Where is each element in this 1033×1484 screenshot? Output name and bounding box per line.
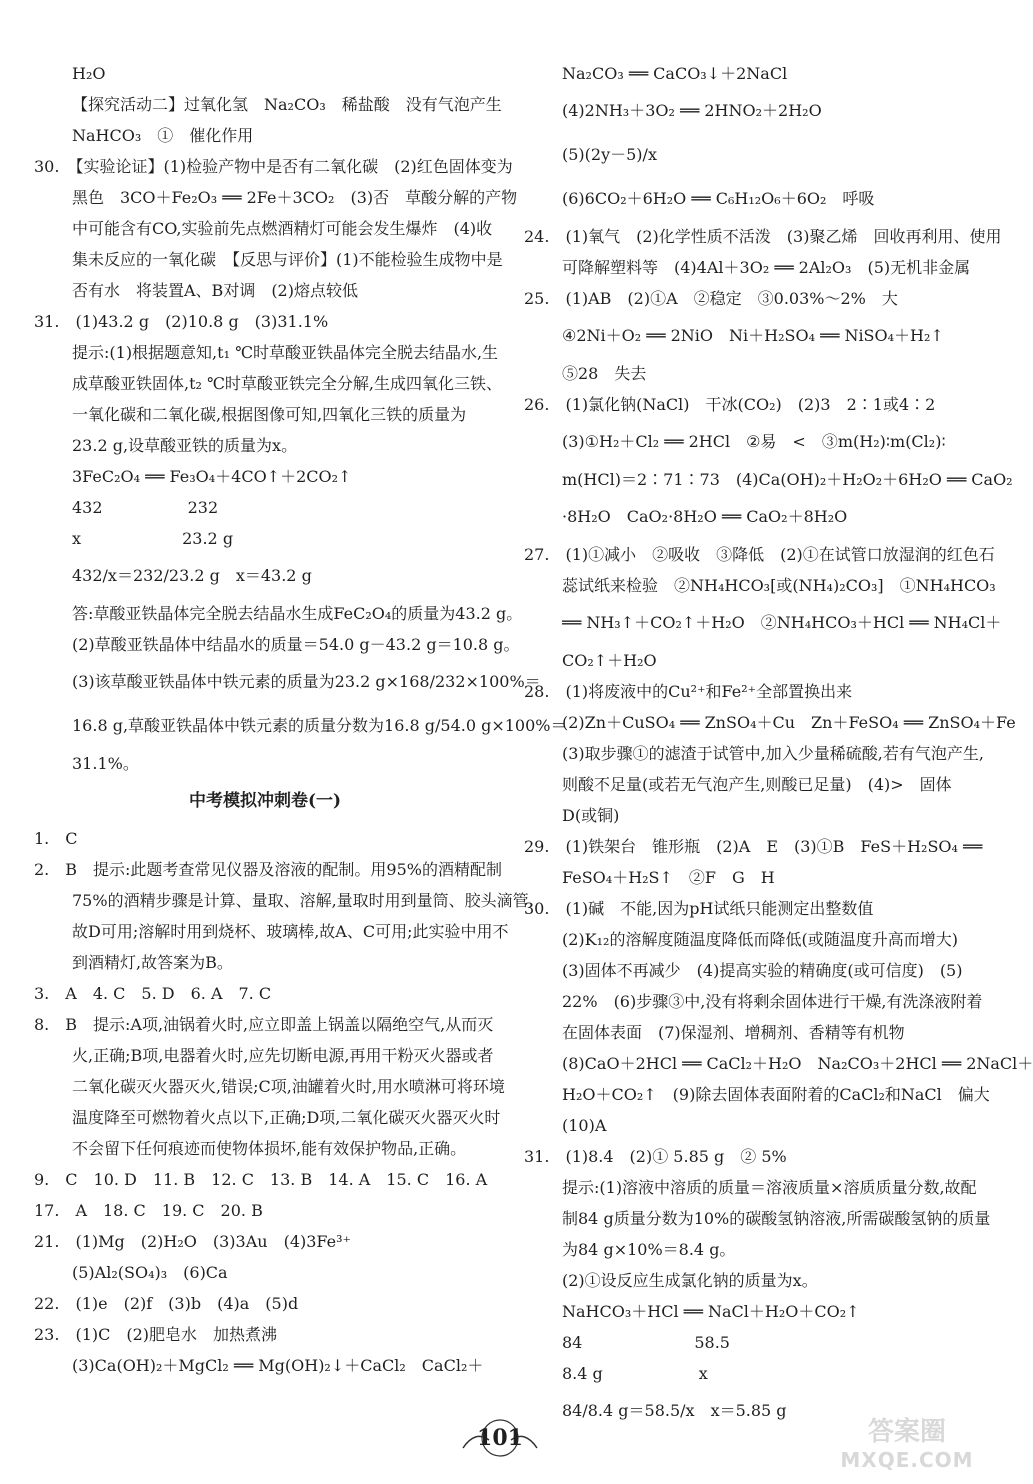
text-line: 火,正确;B项,电器着火时,应先切断电源,再用干粉灭火器或者 — [72, 1046, 494, 1065]
text-line: 22% (6)步骤③中,没有将剩余固体进行干燥,有洗涤液附着 — [562, 992, 983, 1011]
right-column — [524, 58, 1033, 1433]
text-line: ══ NH₃↑＋CO₂↑＋H₂O ②NH₄HCO₃＋HCl ══ NH₄Cl＋ — [562, 613, 1002, 632]
text-line: 故D可用;溶解时用到烧杯、玻璃棒,故A、C可用;此实验中用不 — [72, 922, 509, 941]
text-line: 23.2 g,设草酸亚铁的质量为x。 — [72, 436, 298, 455]
text-line: 21. (1)Mg (2)H₂O (3)3Au (4)3Fe³⁺ — [34, 1232, 351, 1251]
text-line: 提示:(1)根据题意知,t₁ ℃时草酸亚铁晶体完全脱去结晶水,生 — [72, 343, 499, 362]
text-line: 否有水 将装置A、B对调 (2)熔点较低 — [72, 281, 358, 300]
text-line: (4)2NH₃＋3O₂ ══ 2HNO₂＋2H₂O — [562, 101, 822, 120]
text-line: 84/8.4 g＝58.5/x x＝5.85 g — [562, 1401, 787, 1420]
text-line: 29. (1)铁架台 锥形瓶 (2)A E (3)①B FeS＋H₂SO₄ ══ — [524, 837, 983, 856]
text-line: (5)Al₂(SO₄)₃ (6)Ca — [72, 1263, 228, 1282]
text-line: (2)①设反应生成氯化钠的质量为x。 — [562, 1271, 818, 1290]
text-line: 31. (1)43.2 g (2)10.8 g (3)31.1% — [34, 312, 329, 331]
text-line: (10)A — [562, 1116, 607, 1135]
text-line: (3)①H₂＋Cl₂ ══ 2HCl ②易 < ③m(H₂)∶m(Cl₂)∶ — [562, 432, 946, 451]
text-line: 温度降至可燃物着火点以下,正确;D项,二氧化碳灭火器灭火时 — [72, 1108, 501, 1127]
text-line: 二氧化碳灭火器灭火,错误;C项,油罐着火时,用水喷淋可将环境 — [72, 1077, 505, 1096]
text-line: 在固体表面 (7)保湿剂、增稠剂、香精等有机物 — [562, 1023, 905, 1042]
text-line: 31. (1)8.4 (2)① 5.85 g ② 5% — [524, 1147, 787, 1166]
text-line: (3)该草酸亚铁晶体中铁元素的质量为23.2 g×168/232×100%＝ — [72, 672, 541, 691]
text-line: 24. (1)氧气 (2)化学性质不活泼 (3)聚乙烯 回收再利用、使用 — [524, 227, 1002, 246]
text-line: 蕊试纸来检验 ②NH₄HCO₃[或(NH₄)₂CO₃] ①NH₄HCO₃ — [562, 576, 996, 595]
text-line: ⑤28 失去 — [562, 364, 647, 383]
text-line: 17. A 18. C 19. C 20. B — [34, 1201, 263, 1220]
watermark — [822, 1418, 992, 1478]
text-line: 30. (1)碱 不能,因为pH试纸只能测定出整数值 — [524, 899, 874, 918]
text-line: 黑色 3CO＋Fe₂O₃ ══ 2Fe＋3CO₂ (3)否 草酸分解的产物 — [72, 188, 518, 207]
text-line: (3)固体不再减少 (4)提高实验的精确度(或可信度) (5) — [562, 961, 963, 980]
text-line: 3FeC₂O₄ ══ Fe₃O₄＋4CO↑＋2CO₂↑ — [72, 467, 352, 486]
text-line: 一氧化碳和二氧化碳,根据图像可知,四氧化三铁的质量为 — [72, 405, 467, 424]
text-line: 【探究活动二】过氧化氢 Na₂CO₃ 稀盐酸 没有气泡产生 — [72, 95, 502, 114]
text-line: NaHCO₃ ① 催化作用 — [72, 126, 254, 145]
text-line: H₂O＋CO₂↑ (9)除去固体表面附着的CaCl₂和NaCl 偏大 — [562, 1085, 990, 1104]
text-line: 23. (1)C (2)肥皂水 加热煮沸 — [34, 1325, 278, 1344]
text-line: 3. A 4. C 5. D 6. A 7. C — [34, 984, 272, 1003]
text-line: FeSO₄＋H₂S↑ ②F G H — [562, 868, 775, 887]
text-line: (2)K₁₂的溶解度随温度降低而降低(或随温度升高而增大) — [562, 930, 958, 949]
text-line: 提示:(1)溶液中溶质的质量＝溶液质量×溶质质量分数,故配 — [562, 1178, 977, 1197]
text-line: 答:草酸亚铁晶体完全脱去结晶水生成FeC₂O₄的质量为43.2 g。 — [72, 604, 523, 623]
text-line: 28. (1)将废液中的Cu²⁺和Fe²⁺全部置换出来 — [524, 682, 853, 701]
text-line: 31.1%。 — [72, 754, 139, 773]
text-line: 75%的酒精步骤是计算、量取、溶解,量取时用到量筒、胶头滴管, — [72, 891, 534, 910]
text-line: 可降解塑料等 (4)4Al＋3O₂ ══ 2Al₂O₃ (5)无机非金属 — [562, 258, 971, 277]
text-line: 为84 g×10%＝8.4 g。 — [562, 1240, 736, 1259]
section-title: 中考模拟冲刺卷(一) — [188, 791, 342, 811]
text-line: 2. B 提示:此题考查常见仪器及溶液的配制。用95%的酒精配制 — [34, 860, 502, 879]
text-line: 成草酸亚铁固体,t₂ ℃时草酸亚铁完全分解,生成四氧化三铁、 — [72, 374, 503, 393]
text-line: 27. (1)①减小 ②吸收 ③降低 (2)①在试管口放湿润的红色石 — [524, 545, 995, 564]
text-line: 不会留下任何痕迹而使物体损坏,能有效保护物品,正确。 — [72, 1139, 467, 1158]
text-line: 1. C — [34, 829, 78, 848]
text-line: 26. (1)氯化钠(NaCl) 干冰(CO₂) (2)3 2∶1或4∶2 — [524, 395, 936, 414]
text-line: 则酸不足量(或若无气泡产生,则酸已足量) (4)> 固体 — [562, 775, 952, 794]
text-line: 8.4 g x — [562, 1364, 708, 1383]
text-line: (3)取步骤①的滤渣于试管中,加入少量稀硫酸,若有气泡产生, — [562, 744, 984, 763]
text-line: Na₂CO₃ ══ CaCO₃↓＋2NaCl — [562, 64, 788, 83]
text-line: (2)草酸亚铁晶体中结晶水的质量＝54.0 g－43.2 g＝10.8 g。 — [72, 635, 520, 654]
text-line: 8. B 提示:A项,油锅着火时,应立即盖上锅盖以隔绝空气,从而灭 — [34, 1015, 494, 1034]
text-line: 25. (1)AB (2)①A ②稳定 ③0.03%～2% 大 — [524, 289, 898, 308]
text-line: 16.8 g,草酸亚铁晶体中铁元素的质量分数为16.8 g/54.0 g×100%＝ — [72, 716, 567, 735]
text-line: 432/x＝232/23.2 g x＝43.2 g — [72, 566, 312, 585]
watermark-line2: MXQE.COM — [840, 1448, 974, 1472]
text-line: NaHCO₃＋HCl ══ NaCl＋H₂O＋CO₂↑ — [562, 1302, 860, 1321]
text-line: ·8H₂O CaO₂·8H₂O ══ CaO₂＋8H₂O — [562, 507, 848, 526]
text-line: (8)CaO＋2HCl ══ CaCl₂＋H₂O Na₂CO₃＋2HCl ══ 2NaCl＋ — [562, 1054, 1033, 1073]
text-line: 制84 g质量分数为10%的碳酸氢钠溶液,所需碳酸氢钠的质量 — [562, 1209, 991, 1228]
text-line: D(或铜) — [562, 806, 620, 825]
watermark-line1: 答案圈 — [867, 1417, 946, 1447]
text-line: CO₂↑＋H₂O — [562, 651, 657, 670]
text-line: 22. (1)e (2)f (3)b (4)a (5)d — [34, 1294, 299, 1313]
text-line: 84 58.5 — [562, 1333, 730, 1352]
text-line: (3)Ca(OH)₂＋MgCl₂ ══ Mg(OH)₂↓＋CaCl₂ CaCl₂＋ — [72, 1356, 484, 1375]
text-line: H₂O — [72, 64, 106, 83]
page-number — [455, 1418, 545, 1458]
text-line: 中可能含有CO,实验前先点燃酒精灯可能会发生爆炸 (4)收 — [72, 219, 493, 238]
text-line: 30. 【实验论证】(1)检验产物中是否有二氧化碳 (2)红色固体变为 — [34, 157, 513, 176]
left-column — [34, 58, 567, 1381]
text-line: ④2Ni＋O₂ ══ 2NiO Ni＋H₂SO₄ ══ NiSO₄＋H₂↑ — [562, 326, 944, 345]
text-line: (6)6CO₂＋6H₂O ══ C₆H₁₂O₆＋6O₂ 呼吸 — [562, 189, 875, 208]
text-line: 432 232 — [72, 498, 219, 517]
page-number-text: 101 — [477, 1425, 523, 1451]
text-line: x 23.2 g — [72, 529, 234, 548]
text-line: (5)(2y－5)/x — [562, 145, 657, 164]
text-line: m(HCl)＝2∶71∶73 (4)Ca(OH)₂＋H₂O₂＋6H₂O ══ CaO₂ — [562, 470, 1013, 489]
text-line: 9. C 10. D 11. B 12. C 13. B 14. A 15. C 16. A — [34, 1170, 488, 1189]
text-line: (2)Zn＋CuSO₄ ══ ZnSO₄＋Cu Zn＋FeSO₄ ══ ZnSO₄＋Fe — [562, 713, 1016, 732]
text-line: 到酒精灯,故答案为B。 — [72, 953, 233, 972]
text-line: 集未反应的一氧化碳 【反思与评价】(1)不能检验生成物中是 — [72, 250, 503, 269]
